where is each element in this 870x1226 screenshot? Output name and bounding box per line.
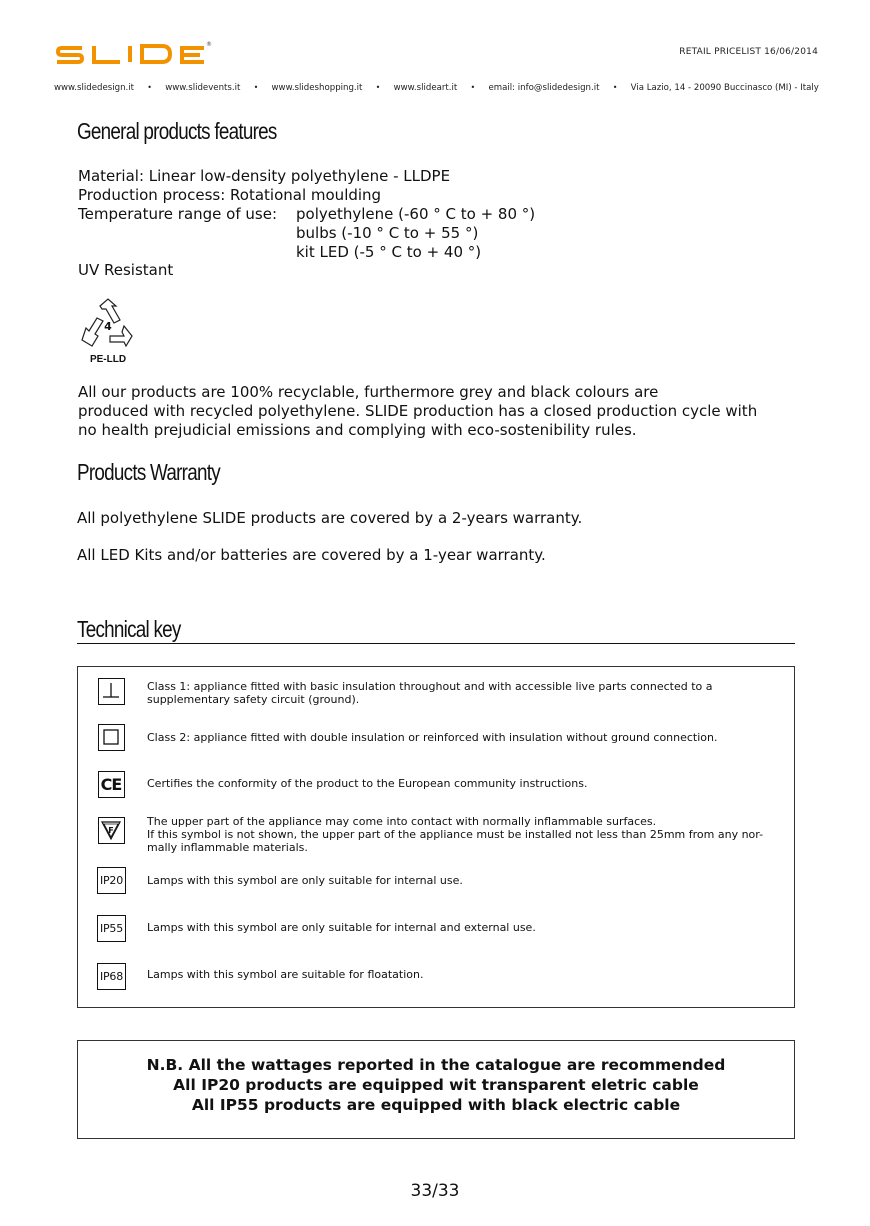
technical-key-description: Class 1: appliance fitted with basic insulation throughout and with accessible live parts connected to a supplementary safety circuit (ground). — [147, 680, 713, 706]
ip55-icon: IP55 — [97, 915, 126, 942]
address: Via Lazio, 14 - 20090 Buccinasco (MI) - Italy — [630, 83, 819, 93]
slide-logo — [54, 40, 214, 66]
temperature-label: Temperature range of use: — [78, 205, 277, 223]
technical-key-description: Lamps with this symbol are only suitable for internal use. — [147, 874, 463, 887]
material-line: Material: Linear low-density polyethylene - LLDPE — [78, 167, 451, 185]
section-title-general: General products features — [77, 118, 277, 144]
website-link[interactable]: www.slidevents.it — [165, 83, 241, 93]
uv-resistant-line: UV Resistant — [78, 261, 174, 279]
note-line: All IP55 products are equipped with black electric cable — [191, 1096, 681, 1114]
technical-key-description: Class 2: appliance fitted with double insulation or reinforced with insulation without ground connection. — [147, 731, 718, 744]
recycle-paragraph-line: no health prejudicial emissions and complying with eco-sostenibility rules. — [78, 421, 637, 439]
separator-dot: • — [470, 83, 476, 92]
temperature-value: polyethylene (-60 ° C to + 80 °) — [296, 205, 536, 223]
svg-text:®: ® — [206, 41, 212, 48]
contact-bar — [54, 83, 819, 93]
separator-dot: • — [147, 83, 152, 92]
warranty-line: All LED Kits and/or batteries are covered by a 1-year warranty. — [77, 546, 546, 564]
svg-text:CE: CE — [100, 775, 122, 794]
separator-dot: • — [375, 83, 381, 92]
temperature-value: bulbs (-10 ° C to + 55 °) — [296, 224, 479, 242]
temperature-value: kit LED (-5 ° C to + 40 °) — [296, 243, 482, 261]
class1-ground-icon — [98, 678, 125, 705]
separator-dot: • — [612, 83, 618, 92]
website-link[interactable]: www.slidedesign.it — [54, 83, 135, 93]
recycle-paragraph-line: All our products are 100% recyclable, furthermore grey and black colours are — [78, 383, 659, 401]
section-title-warranty: Products Warranty — [77, 459, 220, 485]
website-link[interactable]: www.slideart.it — [393, 83, 458, 93]
section-title-technical: Technical key — [77, 616, 181, 642]
technical-key-description: Certifies the conformity of the product to the European community instructions. — [147, 777, 588, 790]
ce-mark-icon — [98, 771, 125, 798]
page-number: 33/33 — [410, 1181, 460, 1201]
process-line: Production process: Rotational moulding — [78, 186, 382, 204]
technical-key-description: Lamps with this symbol are only suitable for internal and external use. — [147, 921, 536, 934]
note-line: N.B. All the wattages reported in the catalogue are recommended — [146, 1056, 726, 1074]
technical-key-description: The upper part of the appliance may come into contact with normally inflammable surfaces. If this symbol is not shown, the upper part of the appliance must be installed not less than 25mm from any nor- mally inflammable materials. — [147, 815, 764, 854]
ip20-icon: IP20 — [97, 867, 126, 894]
separator-dot: • — [253, 83, 259, 92]
recycle-icon — [78, 296, 138, 366]
technical-key-description: Lamps with this symbol are suitable for floatation. — [147, 968, 424, 981]
pricelist-date: RETAIL PRICELIST 16/06/2014 — [679, 47, 818, 57]
recycle-paragraph-line: produced with recycled polyethylene. SLIDE production has a closed production cycle with — [78, 402, 758, 420]
warranty-line: All polyethylene SLIDE products are covered by a 2-years warranty. — [77, 509, 583, 527]
ip68-icon: IP68 — [97, 963, 126, 990]
recycle-code: PE-LLD — [89, 354, 127, 365]
class2-double-insulation-icon — [98, 724, 125, 751]
recycle-number: 4 — [104, 320, 112, 333]
note-line: All IP20 products are equipped wit transparent eletric cable — [173, 1076, 699, 1094]
svg-text:F: F — [108, 826, 114, 835]
email-link[interactable]: email: info@slidedesign.it — [488, 83, 600, 93]
flammable-surface-icon — [98, 817, 125, 844]
website-link[interactable]: www.slideshopping.it — [271, 83, 363, 93]
section-divider — [77, 643, 795, 644]
